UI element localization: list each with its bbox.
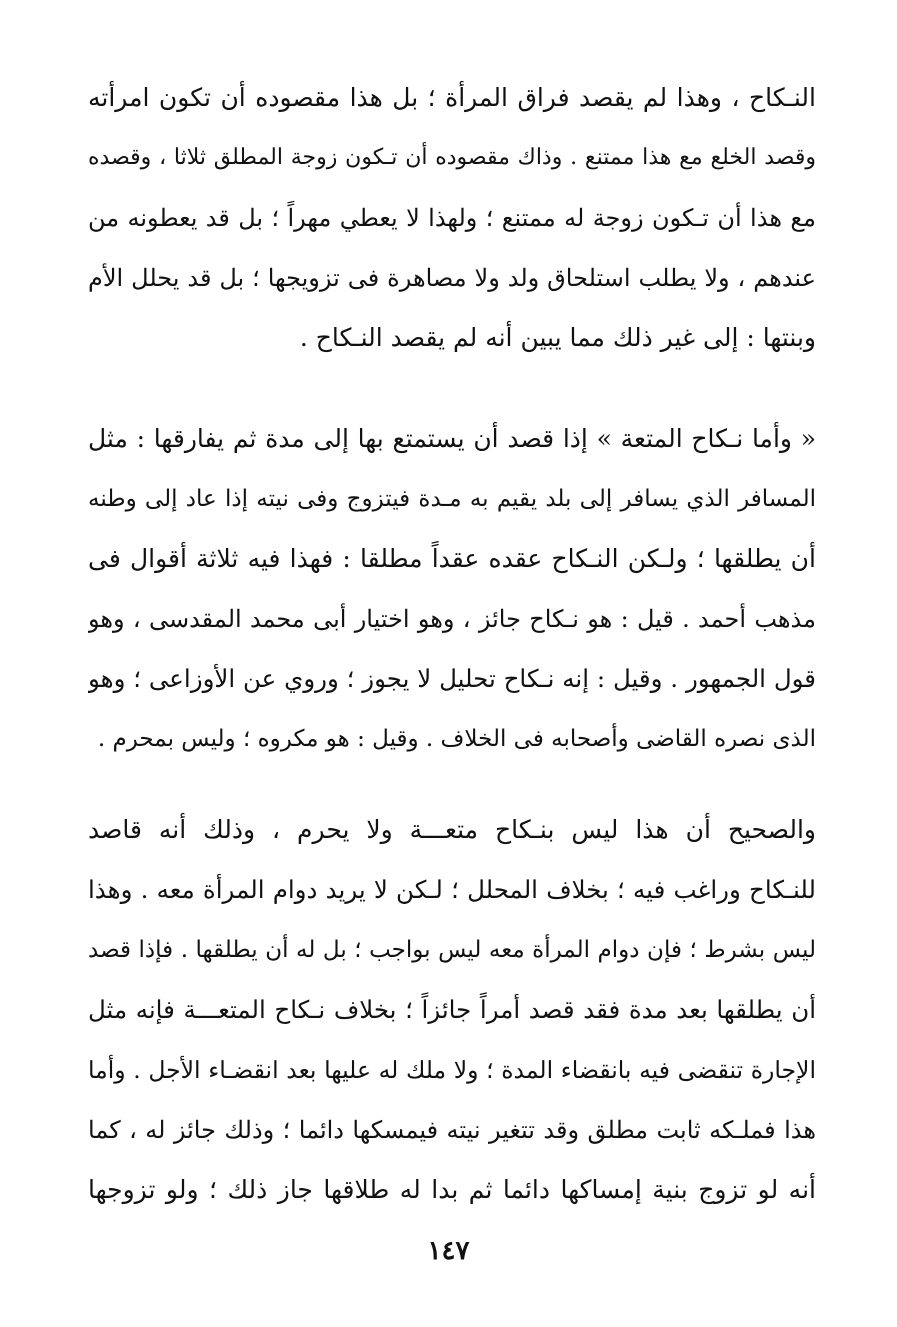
text-line: أن يطلقها ؛ ولـكن النـكاح عقده عقداً مطلقا : فهذا فيه ثلاثة أقوال فى <box>88 544 816 573</box>
text-line: قول الجمهور . وقيل : إنه نـكاح تحليل لا يجوز ؛ وروي عن الأوزاعى ؛ وهو <box>88 664 816 693</box>
text-line: للنـكاح وراغب فيه ؛ بخلاف المحلل ؛ لـكن لا يريد دوام المرأة معه . وهذا <box>88 875 816 904</box>
text-line: ليس بشرط ؛ فإن دوام المرأة معه ليس بواجب ؛ بل له أن يطلقها . فإذا قصد <box>88 937 816 963</box>
text-line: أنه لو تزوج بنية إمساكها دائما ثم بدا له طلاقها جاز ذلك ؛ ولو تزوجها <box>88 1175 816 1204</box>
text-line: مع هذا أن تـكون زوجة له ممتنع ؛ ولهذا لا يعطي مهراً ؛ بل قد يعطونه من <box>88 204 816 232</box>
text-line: « وأما نـكاح المتعة » إذا قصد أن يستمتع بها إلى مدة ثم يفارقها : مثل <box>88 424 816 453</box>
text-line: وبنتها : إلى غير ذلك مما يبين أنه لم يقصد النـكاح . <box>299 323 816 352</box>
text-line: والصحيح أن هذا ليس بنـكاح متعـــة ولا يحرم ، وذلك أنه قاصد <box>88 815 816 844</box>
text-line: أن يطلقها بعد مدة فقد قصد أمراً جائزاً ؛ بخلاف نـكاح المتعـــة فإنه مثل <box>88 995 816 1024</box>
text-line: الإجارة تنقضى فيه بانقضاء المدة ؛ ولا ملك له عليها بعد انقضـاء الأجل . وأما <box>88 1056 816 1084</box>
text-line: النـكاح ، وهذا لم يقصد فراق المرأة ؛ بل هذا مقصوده أن تكون امرأته <box>88 83 816 112</box>
text-line: مذهب أحمد . قيل : هو نـكاح جائز ، وهو اختيار أبى محمد المقدسى ، وهو <box>88 605 816 633</box>
text-line: المسافر الذي يسافر إلى بلد يقيم به مـدة فيتزوج وفى نيته إذا عاد إلى وطنه <box>88 486 816 512</box>
paragraph-2 <box>88 409 816 769</box>
text-line: وقصد الخلع مع هذا ممتنع . وذاك مقصوده أن تـكون زوجة المطلق ثلاثا ، وقصده <box>88 145 816 170</box>
page-number: ١٤٧ <box>427 1236 470 1266</box>
text-line: الذى نصره القاضى وأصحابه فى الخلاف . وقيل : هو مكروه ؛ وليس بمحرم . <box>97 726 816 752</box>
text-line: هذا فملـكه ثابت مطلق وقد تتغير نيته فيمسكها دائما ؛ وذلك جائز له ، كما <box>88 1116 816 1144</box>
text-line: عندهم ، ولا يطلب استلحاق ولد ولا مصاهرة فى تزويجها ؛ بل قد يحلل الأم <box>88 264 816 292</box>
paragraph-1 <box>88 68 816 368</box>
paragraph-3 <box>88 800 816 1220</box>
